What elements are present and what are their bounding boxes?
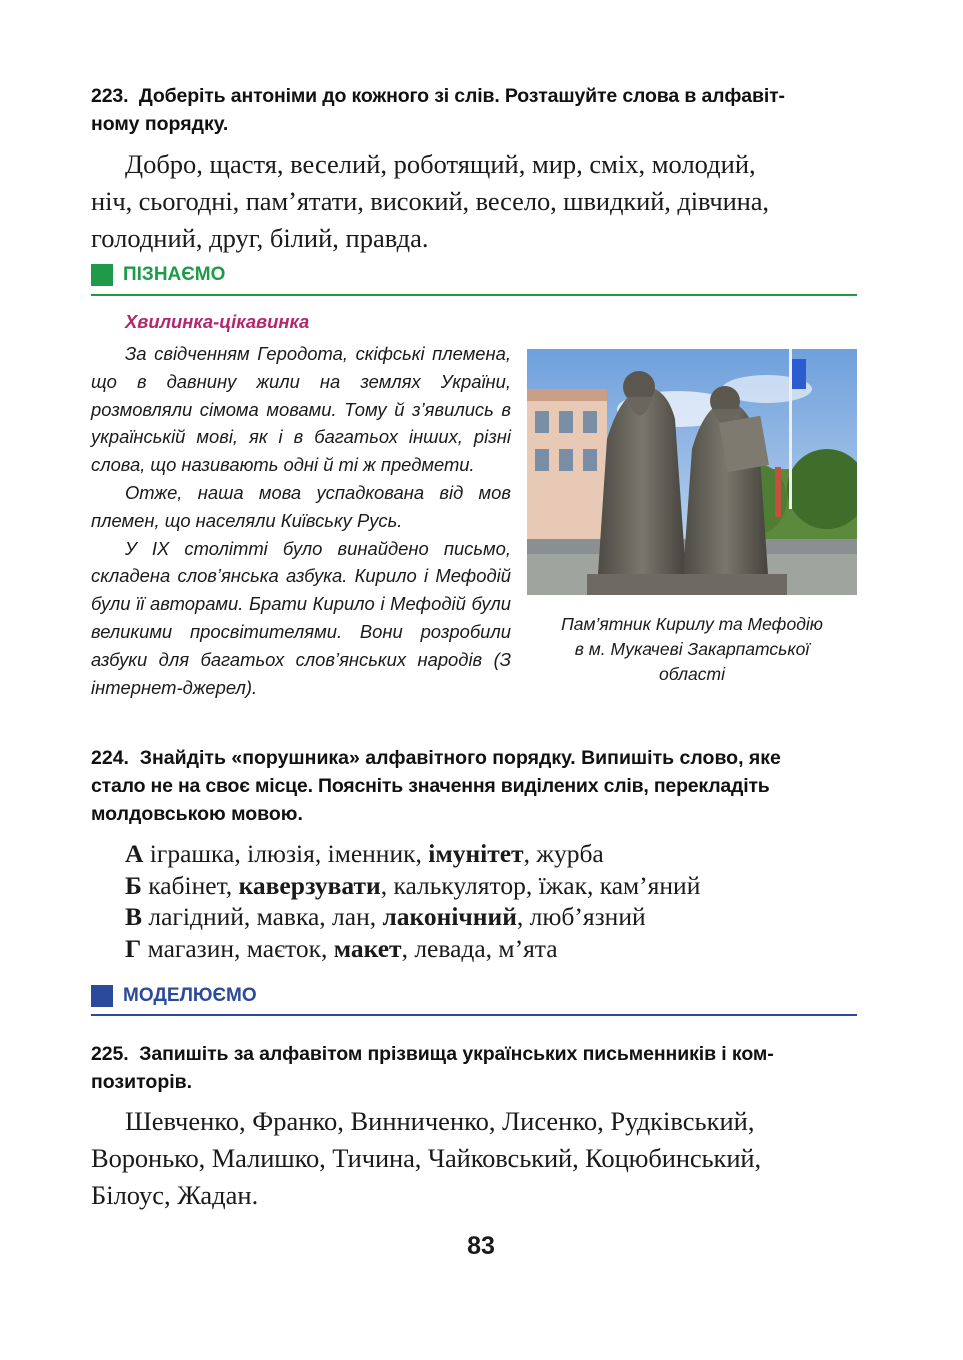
page-number: 83 xyxy=(467,1232,495,1260)
option-letter: Б xyxy=(125,870,142,900)
task-224-options xyxy=(125,838,865,964)
task-number: 223. xyxy=(91,85,129,107)
monument-photo xyxy=(527,349,857,595)
section-divider xyxy=(91,1014,857,1016)
fact-text xyxy=(91,340,511,701)
fact-paragraph: За свідченням Геродота, скіфські племена, що в давнину жили на землях України, розмовляли сімома мовами. Тому й з’явились в українській мові, як і в багатьох інших, різні слова, що називають одні й ті ж предмети. xyxy=(91,343,511,476)
section-header-learn: ПІЗНАЄМО xyxy=(91,264,225,286)
highlighted-word: імунітет xyxy=(428,839,524,868)
task-223-words: Добро, щастя, веселий, роботящий, мир, сміх, молодий, ніч, сьогодні, пам’ятати, високий, весело, швидкий, дівчина, голодний, друг, білий, правда. xyxy=(91,149,769,253)
option-letter: В xyxy=(125,902,143,931)
photo-caption: Пам’ятник Кирилу та Мефодію в м. Мукачеві Закарпатської області xyxy=(561,614,823,684)
fact-paragraph: Отже, наша мова успадкована від мов племен, що населяли Київську Русь. xyxy=(91,481,511,531)
highlighted-word: макет xyxy=(333,933,402,963)
option-letter: А xyxy=(125,839,144,868)
task-223-instruction: 223. Доберіть антоніми до кожного зі слів. Розташуйте слова в алфавіт- ному порядку. xyxy=(91,85,785,135)
task-number: 224. xyxy=(91,747,129,769)
task-225-instruction: 225. Запишіть за алфавітом прізвища українських письменників і ком- позиторів. xyxy=(91,1043,774,1093)
highlighted-word: лаконічний xyxy=(382,902,517,931)
option-row: Г магазин, маєток, макет, левада, м’ята xyxy=(125,933,558,963)
option-letter: Г xyxy=(125,933,142,963)
option-row: Б кабінет, каверзувати, калькулятор, їжак, кам’яний xyxy=(125,870,701,900)
fact-title: Хвилинка-цікавинка xyxy=(125,311,310,332)
task-225-words: Шевченко, Франко, Винниченко, Лисенко, Рудківський, Воронько, Малишко, Тичина, Чайковський, Коцюбинський, Білоус, Жадан. xyxy=(91,1106,762,1210)
green-square-icon xyxy=(91,264,113,286)
task-number: 225. xyxy=(91,1043,129,1065)
section-header-model: МОДЕЛЮЄМО xyxy=(91,985,257,1007)
option-row: В лагідний, мавка, лан, лаконічний, люб’язний xyxy=(125,902,646,931)
highlighted-word: каверзувати xyxy=(238,870,381,900)
section-divider xyxy=(91,294,857,296)
option-row: А іграшка, ілюзія, іменник, імунітет, журба xyxy=(125,839,604,868)
fact-paragraph: У IX столітті було винайдено письмо, складена слов’янська азбука. Кирило і Мефодій були її авторами. Брати Кирило і Мефодій були великими просвітителями. Вони розробили азбуки для багатьох слов’янських народів (З інтернет-джерел). xyxy=(91,537,511,698)
blue-square-icon xyxy=(91,985,113,1007)
task-224-instruction: 224. Знайдіть «порушника» алфавітного порядку. Випишіть слово, яке стало не на своє місце. Поясніть значення виділених слів, перекладіть молдовською мовою. xyxy=(91,747,781,825)
